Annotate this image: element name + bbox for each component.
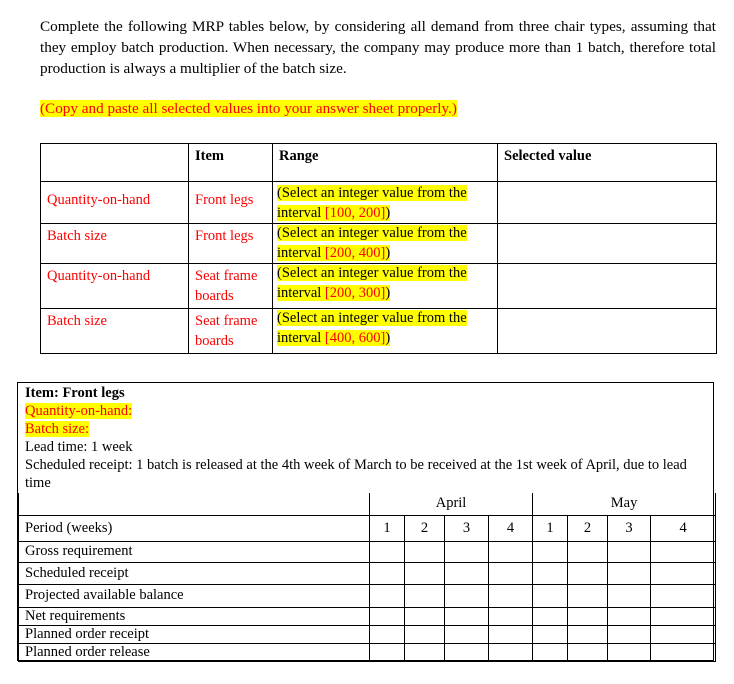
grid-cell[interactable] (489, 625, 533, 643)
selection-header-range: Range (273, 144, 498, 182)
selection-header-row (41, 144, 717, 182)
range-interval: [200, 300] (324, 284, 386, 301)
row-label: Scheduled receipt (19, 562, 370, 584)
grid-cell[interactable] (370, 562, 405, 584)
row-label: Planned order receipt (19, 625, 370, 643)
week-cell: 4 (489, 515, 533, 541)
range-prefix: (Select an integer value from the interval (277, 265, 467, 301)
week-cell: 1 (370, 515, 405, 541)
grid-cell[interactable] (405, 643, 445, 661)
selection-table (40, 143, 717, 354)
month-april: April (370, 493, 533, 515)
grid-cell[interactable] (608, 607, 651, 625)
month-header-blank (19, 493, 370, 515)
row-label: Gross requirement (19, 541, 370, 562)
selection-row (41, 224, 717, 264)
selection-row (41, 309, 717, 354)
grid-cell[interactable] (370, 625, 405, 643)
copy-note-text: (Copy and paste all selected values into your answer sheet properly.) (40, 100, 457, 117)
range-interval: [100, 200] (324, 204, 386, 221)
grid-cell[interactable] (405, 541, 445, 562)
grid-cell[interactable] (489, 562, 533, 584)
range-interval: [400, 600] (324, 329, 386, 346)
grid-cell[interactable] (405, 562, 445, 584)
grid-cell[interactable] (651, 584, 716, 607)
mrp-row-gross-requirement (19, 541, 716, 562)
mrp-table (17, 382, 714, 661)
grid-cell[interactable] (370, 607, 405, 625)
grid-cell[interactable] (533, 625, 568, 643)
selection-header-blank (41, 144, 189, 182)
row-range (273, 224, 498, 264)
grid-cell[interactable] (568, 562, 608, 584)
mrp-info (25, 384, 705, 492)
grid-cell[interactable] (651, 643, 716, 661)
grid-cell[interactable] (568, 541, 608, 562)
mrp-row-net-requirements (19, 607, 716, 625)
selected-value-cell[interactable] (498, 224, 717, 264)
grid-cell[interactable] (651, 562, 716, 584)
range-suffix: ) (385, 244, 391, 261)
range-suffix: ) (385, 204, 391, 221)
grid-cell[interactable] (489, 643, 533, 661)
grid-cell[interactable] (651, 607, 716, 625)
grid-cell[interactable] (489, 584, 533, 607)
range-prefix: (Select an integer value from the interval (277, 185, 467, 221)
row-item: Seat frame boards (189, 309, 273, 354)
mrp-row-projected-available-balance (19, 584, 716, 607)
mrp-item-title: Item: Front legs (25, 385, 125, 401)
week-cell: 3 (608, 515, 651, 541)
grid-cell[interactable] (568, 625, 608, 643)
grid-cell[interactable] (445, 643, 489, 661)
week-cell: 4 (651, 515, 716, 541)
row-range (273, 264, 498, 309)
range-suffix: ) (385, 284, 391, 301)
selected-value-cell[interactable] (498, 182, 717, 224)
row-label: Quantity-on-hand (41, 264, 189, 309)
selection-header-selected: Selected value (498, 144, 717, 182)
grid-cell[interactable] (533, 541, 568, 562)
mrp-row-scheduled-receipt (19, 562, 716, 584)
grid-cell[interactable] (370, 541, 405, 562)
grid-cell[interactable] (568, 584, 608, 607)
grid-cell[interactable] (445, 541, 489, 562)
row-range (273, 309, 498, 354)
range-prefix: (Select an integer value from the interval (277, 310, 467, 346)
grid-cell[interactable] (608, 562, 651, 584)
row-label: Planned order release (19, 643, 370, 661)
week-cell: 2 (405, 515, 445, 541)
mrp-scheduled-receipt-note: Scheduled receipt: 1 batch is released at the 4th week of March to be received at the 1st week of April, due to lead time (25, 457, 687, 491)
period-label: Period (weeks) (19, 515, 370, 541)
range-suffix: ) (385, 329, 391, 346)
grid-cell[interactable] (533, 584, 568, 607)
grid-cell[interactable] (370, 584, 405, 607)
grid-cell[interactable] (568, 643, 608, 661)
selection-row (41, 264, 717, 309)
mrp-row-planned-order-receipt (19, 625, 716, 643)
row-label: Projected available balance (19, 584, 370, 607)
copy-note (40, 99, 457, 119)
selected-value-cell[interactable] (498, 309, 717, 354)
row-label: Quantity-on-hand (41, 182, 189, 224)
range-interval: [200, 400] (324, 244, 386, 261)
row-range (273, 182, 498, 224)
grid-cell[interactable] (608, 643, 651, 661)
period-row (19, 515, 716, 541)
selection-row (41, 182, 717, 224)
grid-cell[interactable] (370, 643, 405, 661)
row-item: Seat frame boards (189, 264, 273, 309)
instructions-paragraph: Complete the following MRP tables below, by considering all demand from three chair types, assuming that they employ batch production. When necessary, the company may produce more than 1 batch, therefore total production is always a multiplier of the batch size. (40, 18, 716, 77)
grid-cell[interactable] (651, 541, 716, 562)
mrp-batch-size: Batch size: (25, 421, 90, 437)
mrp-grid (18, 493, 716, 662)
grid-cell[interactable] (489, 541, 533, 562)
grid-cell[interactable] (533, 607, 568, 625)
grid-cell[interactable] (533, 643, 568, 661)
row-label: Batch size (41, 224, 189, 264)
grid-cell[interactable] (568, 607, 608, 625)
mrp-quantity-on-hand: Quantity-on-hand: (25, 403, 133, 419)
row-label: Net requirements (19, 607, 370, 625)
grid-cell[interactable] (405, 607, 445, 625)
grid-cell[interactable] (533, 562, 568, 584)
month-may: May (533, 493, 716, 515)
row-label: Batch size (41, 309, 189, 354)
month-header-row (19, 493, 716, 515)
week-cell: 2 (568, 515, 608, 541)
week-cell: 1 (533, 515, 568, 541)
grid-cell[interactable] (445, 625, 489, 643)
row-item: Front legs (189, 224, 273, 264)
selection-header-item: Item (189, 144, 273, 182)
grid-cell[interactable] (608, 584, 651, 607)
grid-cell[interactable] (445, 607, 489, 625)
grid-cell[interactable] (651, 625, 716, 643)
grid-cell[interactable] (608, 541, 651, 562)
range-prefix: (Select an integer value from the interval (277, 225, 467, 261)
grid-cell[interactable] (445, 584, 489, 607)
mrp-row-planned-order-release (19, 643, 716, 661)
week-cell: 3 (445, 515, 489, 541)
selected-value-cell[interactable] (498, 264, 717, 309)
grid-cell[interactable] (405, 625, 445, 643)
grid-cell[interactable] (405, 584, 445, 607)
mrp-lead-time: Lead time: 1 week (25, 439, 133, 455)
row-item: Front legs (189, 182, 273, 224)
grid-cell[interactable] (489, 607, 533, 625)
grid-cell[interactable] (608, 625, 651, 643)
grid-cell[interactable] (445, 562, 489, 584)
